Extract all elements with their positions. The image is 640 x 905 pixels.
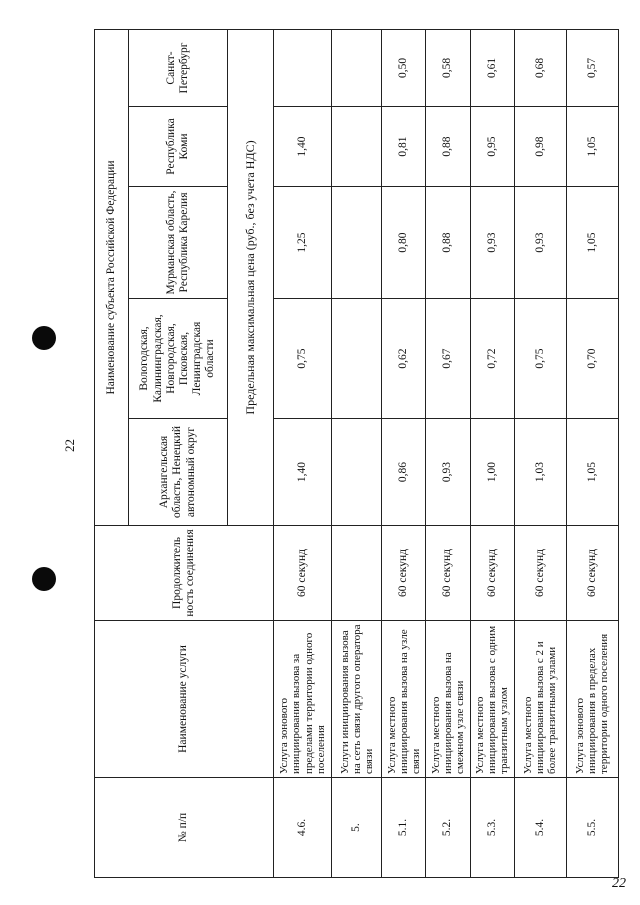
price-cell: 0,57: [566, 29, 618, 106]
header-region-group: Наименование субъекта Российской Федерации: [95, 29, 129, 525]
service-name: Услуга местного инициирования вызова с 2 и более транзитными узлами: [514, 621, 566, 778]
price-cell: 1,40: [274, 107, 332, 187]
price-cell: 0,95: [470, 107, 514, 187]
price-cell: 0,88: [426, 187, 470, 299]
row-number: 5.3.: [470, 778, 514, 878]
row-number: 5.1.: [382, 778, 426, 878]
price-cell: [332, 419, 382, 526]
price-cell: 0,58: [426, 29, 470, 106]
header-price-caption: Предельная максимальная цена (руб., без учета НДС): [228, 29, 274, 525]
duration: 60 секунд: [470, 526, 514, 621]
duration: 60 секунд: [566, 526, 618, 621]
header-region: Санкт-Петербург: [129, 29, 228, 106]
price-cell: 0,67: [426, 299, 470, 419]
service-name: Услуга местного инициирования вызова на смежном узле связи: [426, 621, 470, 778]
table-row: [332, 29, 382, 877]
duration: 60 секунд: [514, 526, 566, 621]
duration: 60 секунд: [274, 526, 332, 621]
price-cell: [332, 299, 382, 419]
price-cell: 0,88: [426, 107, 470, 187]
punch-hole: [32, 326, 56, 350]
table-row: [566, 29, 618, 877]
duration: 60 секунд: [426, 526, 470, 621]
service-name: Услуга местного инициирования вызова с одним транзитным узлом: [470, 621, 514, 778]
price-cell: 0,62: [382, 299, 426, 419]
price-cell: 0,80: [382, 187, 426, 299]
price-cell: 0,75: [274, 299, 332, 419]
service-name: Услуга местного инициирования вызова на узле связи: [382, 621, 426, 778]
price-cell: 0,93: [426, 419, 470, 526]
price-cell: 0,50: [382, 29, 426, 106]
price-cell: [332, 107, 382, 187]
table-row: [514, 29, 566, 877]
price-cell: 0,93: [470, 187, 514, 299]
row-number: 5.5.: [566, 778, 618, 878]
price-cell: [332, 187, 382, 299]
price-cell: 1,25: [274, 187, 332, 299]
price-cell: 1,05: [566, 419, 618, 526]
price-cell: [274, 29, 332, 106]
price-cell: 0,61: [470, 29, 514, 106]
service-name: Услуги инициирования вызова на сеть связи другого оператора связи: [332, 621, 382, 778]
price-cell: 0,75: [514, 299, 566, 419]
service-name: Услуга зонового инициирования вызова за пределами территории одного поселения: [274, 621, 332, 778]
price-cell: 0,86: [382, 419, 426, 526]
table-row: [274, 29, 332, 877]
punch-hole: [32, 567, 56, 591]
price-cell: 1,05: [566, 107, 618, 187]
header-region: Вологодская, Калининградская, Новгородская, Псковская, Ленинградская области: [129, 299, 228, 419]
service-name: Услуга зонового инициирования в пределах территории одного поселения: [566, 621, 618, 778]
handwritten-page-mark: 22: [612, 876, 626, 891]
tariff-table-rotated: [94, 30, 619, 878]
tariff-table: [94, 29, 619, 878]
price-cell: 1,40: [274, 419, 332, 526]
row-number: 5.: [332, 778, 382, 878]
duration: [332, 526, 382, 621]
price-cell: 0,81: [382, 107, 426, 187]
table-row: [426, 29, 470, 877]
table-row: [382, 29, 426, 877]
price-cell: 0,70: [566, 299, 618, 419]
header-region: Республика Коми: [129, 107, 228, 187]
table-body: [274, 29, 619, 877]
header-region: Мурманская область, Республика Карелия: [129, 187, 228, 299]
row-number: 4.6.: [274, 778, 332, 878]
header-num: № п/п: [95, 778, 274, 878]
header-service: Наименование услуги: [95, 621, 274, 778]
price-cell: [332, 29, 382, 106]
header-duration: Продолжитель ность соединения: [95, 526, 274, 621]
price-cell: 1,03: [514, 419, 566, 526]
page-number: 22: [62, 439, 77, 452]
price-cell: 0,72: [470, 299, 514, 419]
row-number: 5.2.: [426, 778, 470, 878]
row-number: 5.4.: [514, 778, 566, 878]
duration: 60 секунд: [382, 526, 426, 621]
price-cell: 0,68: [514, 29, 566, 106]
table-row: [470, 29, 514, 877]
header-region: Архангельская область, Ненецкий автономный округ: [129, 419, 228, 526]
price-cell: 1,05: [566, 187, 618, 299]
price-cell: 0,93: [514, 187, 566, 299]
price-cell: 0,98: [514, 107, 566, 187]
price-cell: 1,00: [470, 419, 514, 526]
